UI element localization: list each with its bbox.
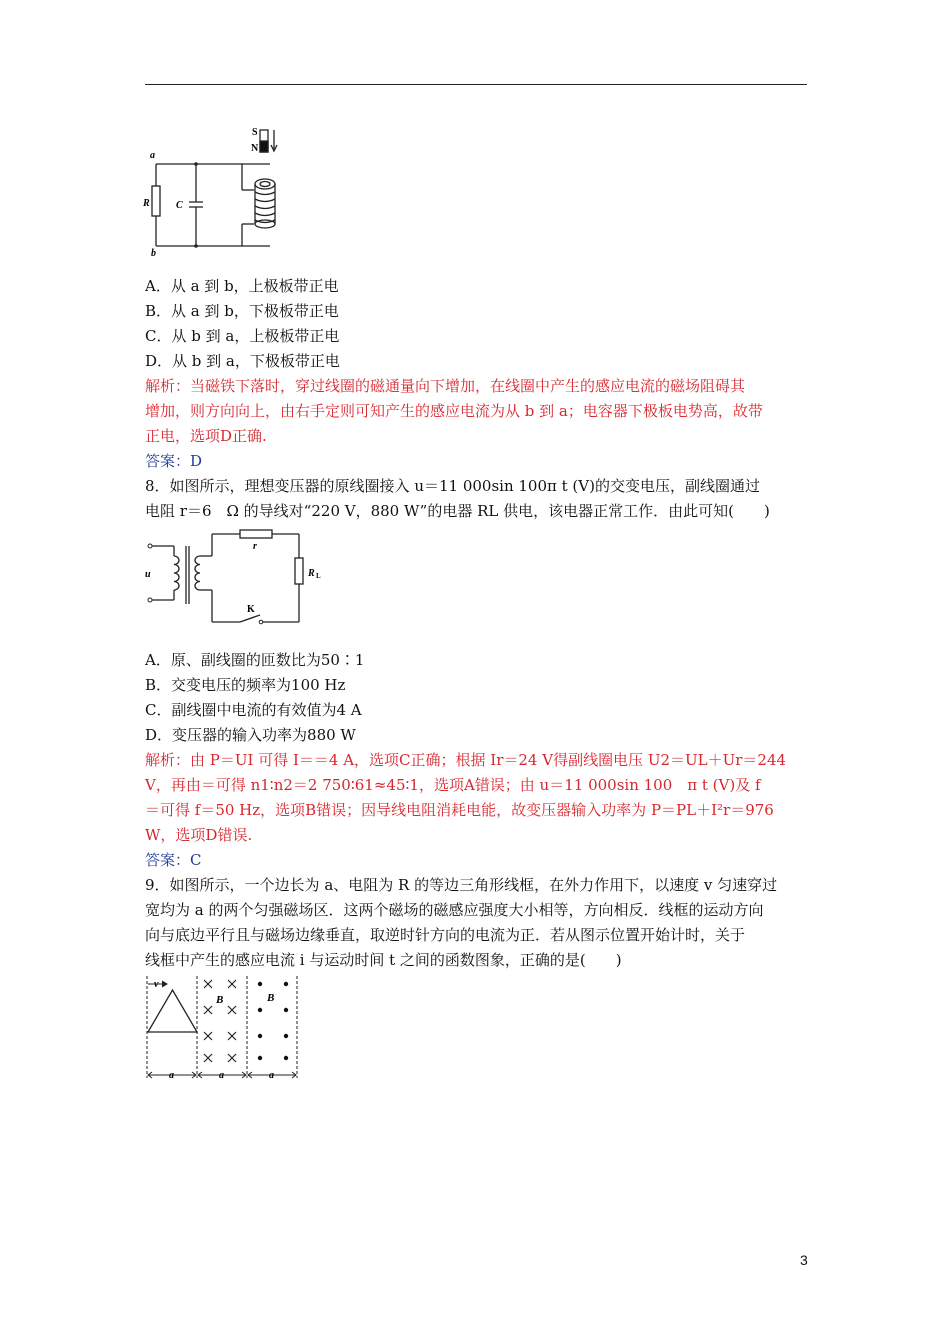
- label-b-field2: B: [267, 992, 275, 1004]
- q7-analysis-line: 增加，则方向向上，由右手定则可知产生的感应电流为从 b 到 a；电容器下极板电势高，故带: [145, 402, 763, 420]
- label-a-width1: a: [169, 1070, 174, 1081]
- q8-analysis-line: 解析：由 P＝UI 可得 I＝＝4 A，选项C正确；根据 Ir＝24 V得副线圈电压 U2＝UL＋Ur＝244: [145, 751, 787, 769]
- label-rl: R: [308, 568, 315, 579]
- q7-analysis-line: 解析：当磁铁下落时，穿过线圈的磁通量向下增加，在线圈中产生的感应电流的磁场阻碍其: [145, 377, 746, 395]
- label-r: r: [253, 541, 257, 552]
- label-a: a: [150, 150, 155, 161]
- q7-option-c: C．从 b 到 a，上极板带正电: [145, 327, 340, 345]
- q7-option-b: B．从 a 到 b，下极板带正电: [145, 302, 339, 320]
- q8-analysis-line: V，再由＝可得 n1∶n2＝2 750∶61≈45∶1，选项A错误；由 u＝11 000sin 100 π t (V)及 f: [145, 776, 761, 794]
- q7-option-d: D．从 b 到 a，下极板带正电: [145, 352, 340, 370]
- q8-option-b: B．交变电压的频率为100 Hz: [145, 676, 346, 694]
- q7-option-a: A．从 a 到 b，上极板带正电: [145, 277, 339, 295]
- q8-option-a: A．原、副线圈的匝数比为50∶1: [145, 651, 365, 669]
- label-r: R: [143, 198, 150, 209]
- q8-option-d: D．变压器的输入功率为880 W: [145, 726, 356, 744]
- label-s: S: [252, 127, 258, 138]
- label-v: v: [154, 979, 159, 990]
- figure-magnet-coil-circuit: [140, 120, 300, 260]
- label-n: N: [251, 143, 259, 154]
- label-u: u: [145, 569, 151, 580]
- label-b: b: [151, 248, 156, 259]
- figure-transformer-circuit: [140, 528, 330, 638]
- q8-analysis-line: W，选项D错误.: [145, 826, 253, 844]
- q9-stem-line: 线框中产生的感应电流 i 与运动时间 t 之间的函数图象，正确的是( ): [145, 951, 622, 969]
- q8-stem-line: 电阻 r＝6 Ω 的导线对“220 V，880 W”的电器 RL 供电，该电器正常工作．由此可知( ): [145, 502, 770, 520]
- q7-analysis-line: 正电，选项D正确.: [145, 427, 267, 445]
- q8-stem-line: 8．如图所示，理想变压器的原线圈接入 u＝11 000sin 100π t (V)的交变电压，副线圈通过: [145, 477, 760, 495]
- q7-answer: 答案：D: [145, 452, 203, 470]
- q9-stem-line: 向与底边平行且与磁场边缘垂直，取逆时针方向的电流为正．若从图示位置开始计时，关于: [145, 926, 746, 944]
- label-k: K: [247, 604, 255, 615]
- page-number: 3: [800, 1252, 808, 1268]
- q8-option-c: C．副线圈中电流的有效值为4 A: [145, 701, 362, 719]
- label-a-width2: a: [219, 1070, 224, 1081]
- label-b-field1: B: [216, 994, 224, 1006]
- q8-answer: 答案：C: [145, 851, 202, 869]
- q8-analysis-line: ＝可得 f＝50 Hz，选项B错误；因导线电阻消耗电能，故变压器输入功率为 P＝PL＋I²r＝976: [145, 801, 774, 819]
- header-rule: [145, 84, 807, 85]
- q9-stem-line: 9．如图所示，一个边长为 a、电阻为 R 的等边三角形线框，在外力作用下，以速度 v 匀速穿过: [145, 876, 778, 894]
- q9-stem-line: 宽均为 a 的两个匀强磁场区．这两个磁场的磁感应强度大小相等，方向相反．线框的运动方向: [145, 901, 764, 919]
- label-rl-subscript: L: [316, 572, 321, 580]
- figure-magnetic-fields: [140, 972, 310, 1084]
- label-a-width3: a: [269, 1070, 274, 1081]
- label-c: C: [176, 200, 183, 211]
